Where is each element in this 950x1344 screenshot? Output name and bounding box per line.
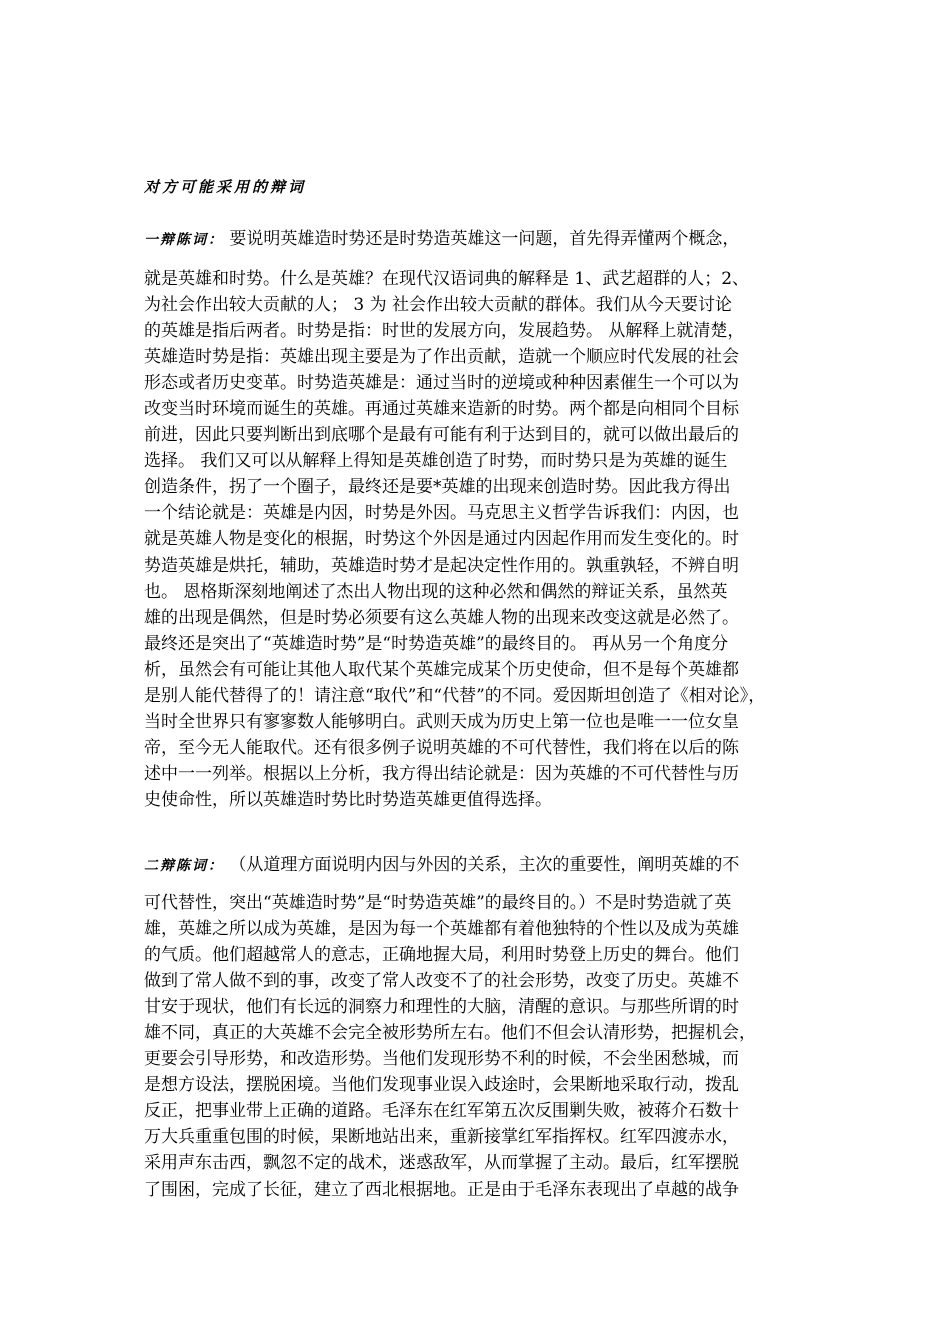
- body-text-line: 当时全世界只有寥寥数人能够明白。武则天成为历史上第一位也是唯一一位女皇: [144, 711, 739, 732]
- body-text-line: 帝，至今无人能取代。还有很多例子说明英雄的不可代替性，我们将在以后的陈: [144, 737, 739, 758]
- body-text-line: 了围困，完成了长征，建立了西北根据地。正是由于毛泽东表现出了卓越的战争: [144, 1179, 739, 1200]
- body-text-line: 采用声东击西，飘忽不定的战术，迷惑敌军，从而掌握了主动。最后，红军摆脱: [144, 1153, 739, 1174]
- document-heading: 对方可能采用的辩词: [144, 178, 307, 196]
- body-text-line: 最终还是突出了“英雄造时势”是“时势造英雄”的最终目的。 再从另一个角度分: [144, 633, 729, 654]
- body-text-line: 也。 恩格斯深刻地阐述了杰出人物出现的这种必然和偶然的辩证关系，虽然英: [144, 581, 728, 602]
- body-text-line: 选择。 我们又可以从解释上得知是英雄创造了时势，而时势只是为英雄的诞生: [144, 451, 728, 472]
- body-text-line: 创造条件，拐了一个圈子，最终还是要*英雄的出现来创造时势。因此我方得出: [144, 477, 731, 498]
- body-text-line: 的英雄是指后两者。时势是指：时世的发展方向，发展趋势。 从解释上就清楚，: [144, 321, 745, 342]
- speech-2-body: [144, 890, 812, 1203]
- body-text-line: 可代替性，突出“英雄造时势”是“时势造英雄”的最终目的。）不是时势造就了英: [144, 893, 732, 913]
- body-text-line: 反正，把事业带上正确的道路。毛泽东在红军第五次反围剿失败，被蒋介石数十: [144, 1101, 739, 1122]
- body-text-line: 雄的出现是偶然，但是时势必须要有这么英雄人物的出现来改变这就是必然了。: [144, 607, 739, 628]
- body-text-line: 析，虽然会有可能让其他人取代某个英雄完成某个历史使命，但不是每个英雄都: [144, 659, 739, 680]
- body-text-line: 的气质。他们超越常人的意志，正确地握大局，利用时势登上历史的舞台。他们: [144, 945, 739, 966]
- body-text-line: 史使命性，所以英雄造时势比时势造英雄更值得选择。: [144, 789, 552, 810]
- speech-1-body: [144, 266, 812, 813]
- speech-2-label: 二辩陈词：: [144, 858, 224, 874]
- body-text-line: 甘安于现状，他们有长远的洞察力和理性的大脑，清醒的意识。与那些所谓的时: [144, 997, 739, 1018]
- speech-1-label: 一辩陈词：: [144, 232, 224, 248]
- body-text-line: 更要会引导形势，和改造形势。当他们发现形势不利的时候，不会坐困愁城，而: [144, 1049, 739, 1070]
- body-text-line: 一个结论就是：英雄是内因，时势是外因。马克思主义哲学告诉我们：内因，也: [144, 503, 739, 524]
- speech-1-first-line: 要说明英雄造时势还是时势造英雄这一问题，首先得弄懂两个概念，: [229, 229, 740, 249]
- body-text-line: 前进，因此只要判断出到底哪个是最有可能有利于达到目的，就可以做出最后的: [144, 425, 739, 446]
- body-text-line: 为社会作出较大贡献的人； 3 为 社会作出较大贡献的群体。我们从今天要讨论: [144, 295, 733, 316]
- body-text-line: 势造英雄是烘托，辅助，英雄造时势才是起决定性作用的。孰重孰轻，不辨自明: [144, 555, 739, 576]
- body-text-line: 形态或者历史变革。时势造英雄是：通过当时的逆境或种种因素催生一个可以为: [144, 373, 739, 394]
- body-text-line: 万大兵重重包围的时候，果断地站出来，重新接掌红军指挥权。红军四渡赤水，: [144, 1127, 739, 1148]
- body-text-line: 英雄造时势是指：英雄出现主要是为了作出贡献，造就一个顺应时代发展的社会: [144, 347, 739, 368]
- body-text-line: 雄不同，真正的大英雄不会完全被形势所左右。他们不但会认清形势，把握机会，: [144, 1023, 756, 1044]
- body-text-line: 述中一一列举。根据以上分析，我方得出结论就是：因为英雄的不可代替性与历: [144, 763, 739, 784]
- speech-2-opening-line: [144, 852, 739, 879]
- body-text-line: 改变当时环境而诞生的英雄。再通过英雄来造新的时势。两个都是向相同个目标: [144, 399, 739, 420]
- body-text-line: 是别人能代替得了的！请注意“取代”和“代替”的不同。爱因斯坦创造了《相对论》，: [144, 685, 766, 706]
- body-text-line: 就是英雄人物是变化的根据，时势这个外因是通过内因起作用而发生变化的。时: [144, 529, 739, 550]
- speech-2-first-line: （从道理方面说明内因与外因的关系，主次的重要性，阐明英雄的不: [229, 855, 740, 875]
- body-text-line: 是想方设法，摆脱困境。当他们发现事业误入歧途时，会果断地采取行动，拨乱: [144, 1075, 739, 1096]
- body-text-line: 雄，英雄之所以成为英雄，是因为每一个英雄都有着他独特的个性以及成为英雄: [144, 919, 739, 940]
- body-text-line: 就是英雄和时势。什么是英雄？在现代汉语词典的解释是 1、武艺超群的人；2、: [144, 269, 750, 289]
- speech-1-opening-line: [144, 226, 739, 253]
- body-text-line: 做到了常人做不到的事，改变了常人改变不了的社会形势，改变了历史。英雄不: [144, 971, 739, 992]
